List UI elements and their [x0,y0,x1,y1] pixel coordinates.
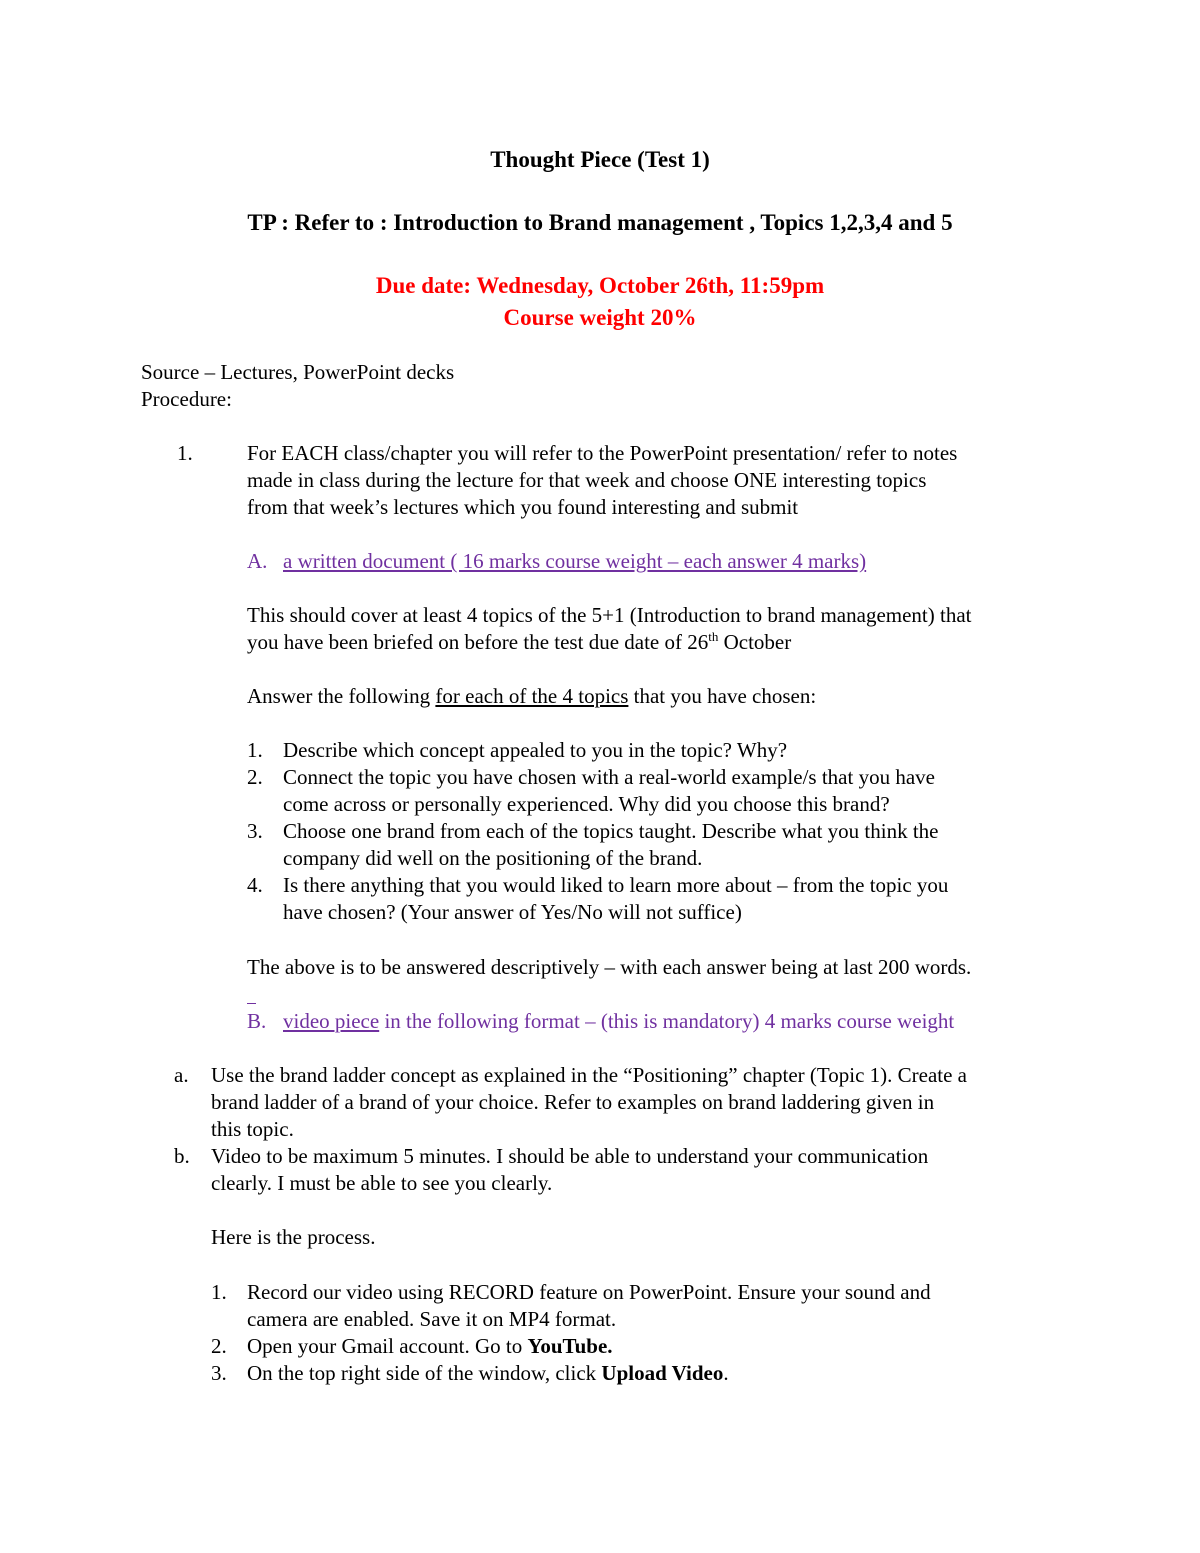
cover-line-2: you have been briefed on before the test due date of 26th October [247,629,792,654]
process-text: Open your Gmail account. Go to YouTube. [247,1334,613,1358]
underline-mark [247,1003,256,1004]
question-text: company did well on the positioning of the brand. [283,846,703,870]
video-item-text: brand ladder of a brand of your choice. Refer to examples on brand laddering given in [211,1090,935,1114]
due-date: Due date: Wednesday, October 26th, 11:59pm [375,273,825,298]
question-text: have chosen? (Your answer of Yes/No will not suffice) [283,900,742,924]
descriptive-note: The above is to be answered descriptively – with each answer being at last 200 words. [247,955,972,979]
question-text: Connect the topic you have chosen with a real-world example/s that you have [283,765,935,789]
video-item-text: Use the brand ladder concept as explained in the “Positioning” chapter (Topic 1). Create a [211,1063,967,1087]
video-item-letter: b. [174,1144,190,1168]
doc-subtitle: TP : Refer to : Introduction to Brand management , Topics 1,2,3,4 and 5 [247,210,953,235]
question-text: Describe which concept appealed to you in the topic? Why? [283,738,788,762]
answer-intro: Answer the following for each of the 4 topics that you have chosen: [247,684,817,708]
video-item-text: this topic. [211,1117,294,1141]
step-number: 1. [177,441,193,465]
cover-line: This should cover at least 4 topics of the 5+1 (Introduction to brand management) that [247,603,972,627]
course-weight: Course weight 20% [503,305,697,330]
part-b-line: video piece in the following format – (this is mandatory) 4 marks course weight [283,1009,955,1033]
question-text: Choose one brand from each of the topics taught. Describe what you think the [283,819,939,843]
video-item-letter: a. [174,1063,189,1087]
question-number: 4. [247,873,263,897]
question-text: come across or personally experienced. Why did you choose this brand? [283,792,890,816]
process-number: 2. [211,1334,227,1358]
step-text-line: from that week’s lectures which you found interesting and submit [247,495,799,519]
source-line: Source – Lectures, PowerPoint decks [141,360,455,384]
part-a-letter: A. [247,549,268,573]
process-number: 1. [211,1280,227,1304]
part-b-letter: B. [247,1009,267,1033]
step-text-line: made in class during the lecture for that week and choose ONE interesting topics [247,468,927,492]
written-document-link[interactable]: a written document ( 16 marks course weight – each answer 4 marks) [283,549,867,573]
video-item-text: clearly. I must be able to see you clearly. [211,1171,553,1195]
doc-title: Thought Piece (Test 1) [490,147,710,172]
question-text: Is there anything that you would liked to learn more about – from the topic you [283,873,949,897]
process-text: Record our video using RECORD feature on PowerPoint. Ensure your sound and [247,1280,931,1304]
process-intro: Here is the process. [211,1225,376,1249]
question-number: 3. [247,819,263,843]
question-number: 2. [247,765,263,789]
video-item-text: Video to be maximum 5 minutes. I should be able to understand your communication [211,1144,929,1168]
video-piece-link[interactable]: video piece [283,1009,380,1033]
step-text-line: For EACH class/chapter you will refer to the PowerPoint presentation/ refer to notes [247,441,958,465]
process-text: camera are enabled. Save it on MP4 format. [247,1307,617,1331]
process-number: 3. [211,1361,227,1385]
process-text: On the top right side of the window, click Upload Video. [247,1361,729,1385]
procedure-label: Procedure: [141,387,232,411]
question-number: 1. [247,738,263,762]
